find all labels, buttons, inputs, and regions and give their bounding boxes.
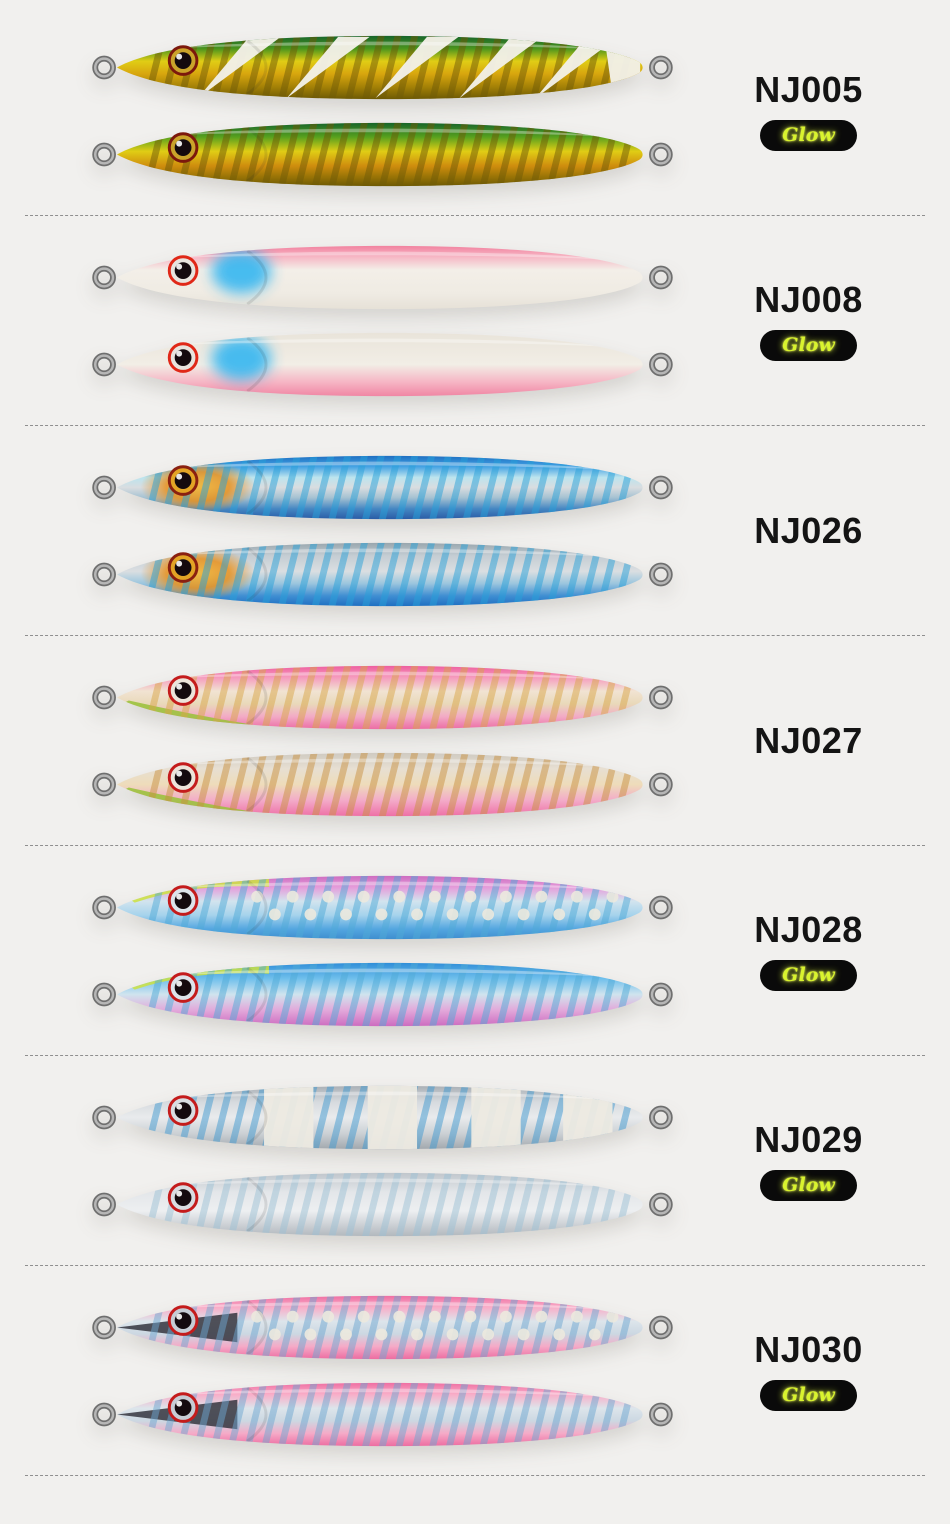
model-label: NJ008 xyxy=(754,278,863,320)
jig-lure-illustration xyxy=(90,449,675,526)
product-section-nj026 xyxy=(0,426,950,635)
product-meta xyxy=(722,511,950,551)
lure-images xyxy=(42,449,722,613)
jig-lure-illustration xyxy=(90,1289,675,1366)
jig-lure-illustration xyxy=(90,1376,675,1453)
model-label: NJ029 xyxy=(754,1118,863,1160)
model-label: NJ027 xyxy=(754,719,863,761)
product-meta xyxy=(722,70,950,152)
glow-badge: Glow xyxy=(760,1170,856,1201)
lure-image-top xyxy=(90,29,675,106)
lure-image-top xyxy=(90,1289,675,1366)
lure-images xyxy=(42,1289,722,1453)
jig-lure-illustration xyxy=(90,1079,675,1156)
jig-lure-illustration xyxy=(90,536,675,613)
lure-image-bottom xyxy=(90,116,675,193)
product-section-nj008 xyxy=(0,216,950,425)
glow-badge: Glow xyxy=(760,960,856,991)
jig-lure-illustration xyxy=(90,956,675,1033)
product-section-nj030 xyxy=(0,1266,950,1475)
product-section-nj028 xyxy=(0,846,950,1055)
jig-lure-illustration xyxy=(90,116,675,193)
model-label: NJ026 xyxy=(754,509,863,551)
glow-badge: Glow xyxy=(760,1380,856,1411)
product-meta xyxy=(722,280,950,362)
product-meta xyxy=(722,1120,950,1202)
section-divider xyxy=(25,1475,925,1476)
product-section-nj005 xyxy=(0,6,950,215)
product-section-nj027 xyxy=(0,636,950,845)
glow-badge: Glow xyxy=(760,120,856,151)
lure-image-bottom xyxy=(90,746,675,823)
jig-lure-illustration xyxy=(90,326,675,403)
lure-images xyxy=(42,1079,722,1243)
product-meta xyxy=(722,721,950,761)
lure-image-bottom xyxy=(90,956,675,1033)
lure-image-top xyxy=(90,239,675,316)
model-label: NJ005 xyxy=(754,68,863,110)
product-meta xyxy=(722,910,950,992)
lure-images xyxy=(42,239,722,403)
lure-images xyxy=(42,869,722,1033)
lure-image-bottom xyxy=(90,1166,675,1243)
jig-lure-illustration xyxy=(90,239,675,316)
lure-image-top xyxy=(90,659,675,736)
model-label: NJ028 xyxy=(754,908,863,950)
jig-lure-illustration xyxy=(90,659,675,736)
lure-image-top xyxy=(90,449,675,526)
jig-lure-illustration xyxy=(90,746,675,823)
lure-image-top xyxy=(90,1079,675,1156)
lure-images xyxy=(42,659,722,823)
lure-images xyxy=(42,29,722,193)
product-section-nj029 xyxy=(0,1056,950,1265)
model-label: NJ030 xyxy=(754,1328,863,1370)
lure-image-top xyxy=(90,869,675,946)
glow-badge: Glow xyxy=(760,330,856,361)
lure-image-bottom xyxy=(90,536,675,613)
jig-lure-illustration xyxy=(90,1166,675,1243)
lure-image-bottom xyxy=(90,1376,675,1453)
product-meta xyxy=(722,1330,950,1412)
jig-lure-illustration xyxy=(90,29,675,106)
jig-lure-illustration xyxy=(90,869,675,946)
lure-image-bottom xyxy=(90,326,675,403)
